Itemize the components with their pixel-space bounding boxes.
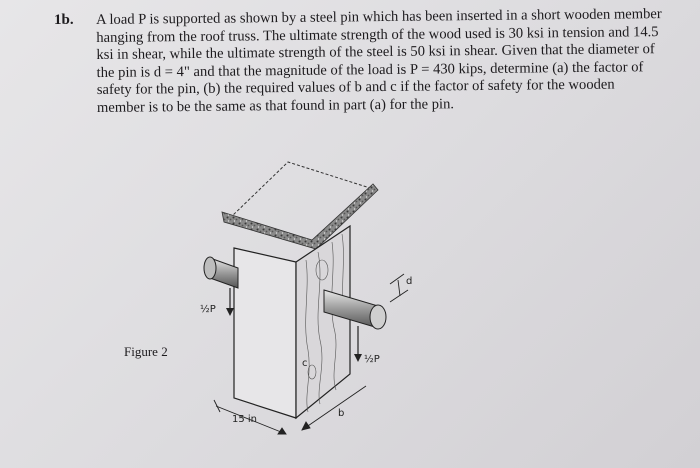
dimension-width-label: 15 in xyxy=(232,414,258,425)
dimension-b-label: b xyxy=(338,408,345,419)
figure-2 xyxy=(190,150,490,450)
problem-statement xyxy=(96,6,665,118)
wooden-member xyxy=(234,226,350,418)
load-label-left: ½P xyxy=(200,304,216,315)
dimension-c-label: c xyxy=(302,358,308,369)
roof-truss-slab xyxy=(222,184,378,249)
steel-pin-left xyxy=(204,257,238,288)
load-arrow-right xyxy=(354,326,380,365)
problem-number: 1b. xyxy=(54,12,74,28)
dimension-c xyxy=(302,358,308,369)
figure-caption: Figure 2 xyxy=(124,344,168,359)
dimension-d xyxy=(390,274,412,302)
problem-text: A load P is supported as shown by a steel pin which has been inserted in a short wooden member hanging from the roof truss. The ultimate strength of the wood used is 30 ksi in tension and 14.5 ksi in shear, while the ultimate strength of the steel is 50 ksi in shear. Given that the diameter of the pin is d = 4" and that the magnitude of the load is P = 430 kips, determine (a) the factor of safety for the pin, (b) the required values of b and c if the factor of safety for the wooden member is to be the same as that found in part (a) for the pin. xyxy=(96,6,662,116)
load-arrow-left xyxy=(200,288,234,316)
pin-and-wood-member-diagram xyxy=(190,150,490,450)
load-label-right: ½P xyxy=(364,354,380,365)
dimension-d-label: d xyxy=(406,276,413,287)
